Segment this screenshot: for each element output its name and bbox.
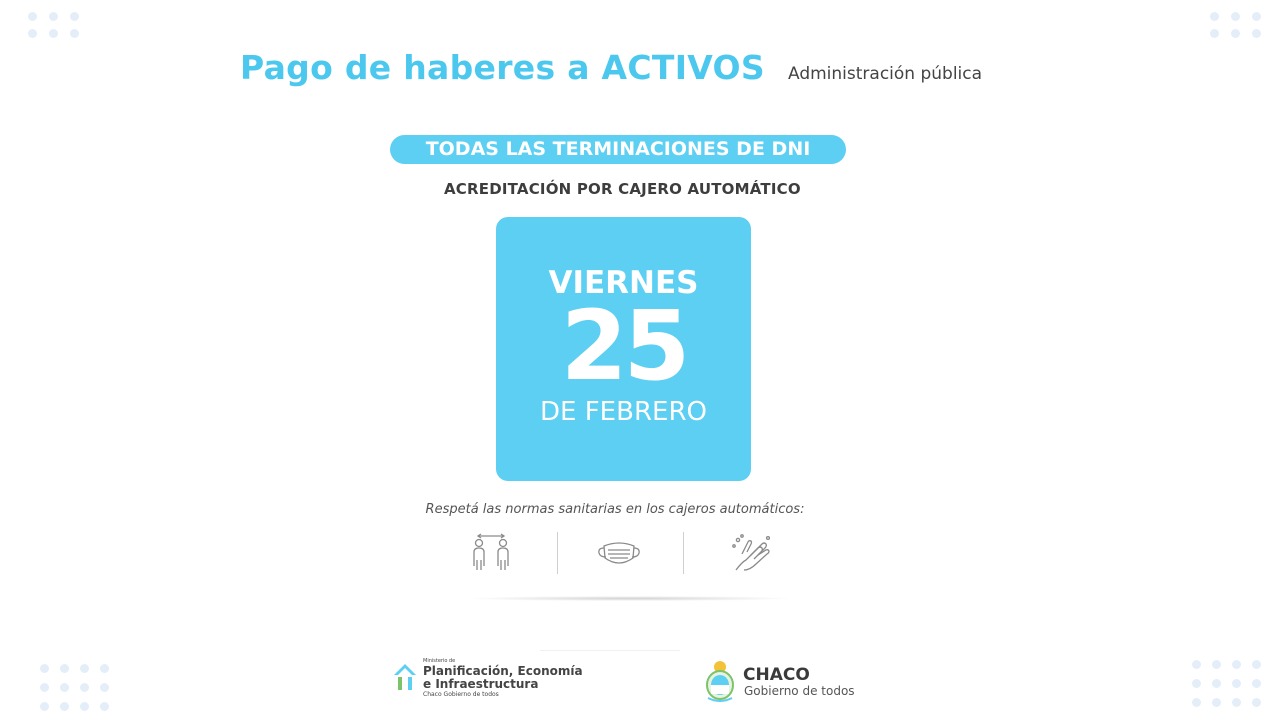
ministry-name bbox=[423, 665, 583, 691]
payment-method-label: ACREDITACIÓN POR CAJERO AUTOMÁTICO bbox=[444, 180, 801, 198]
sanitary-icons-row bbox=[450, 530, 790, 576]
page-subtitle: Administración pública bbox=[788, 64, 983, 84]
social-distance-icon bbox=[468, 530, 514, 576]
ministry-tagline: Chaco Gobierno de todos bbox=[423, 691, 499, 698]
sanitary-notice: Respetá las normas sanitarias en los cajeros automáticos: bbox=[425, 502, 805, 517]
province-tagline: Gobierno de todos bbox=[744, 684, 855, 698]
date-weekday: VIERNES bbox=[548, 265, 699, 301]
ministry-logo bbox=[392, 656, 592, 702]
footer-divider bbox=[540, 650, 680, 651]
date-day-number: 25 bbox=[560, 290, 687, 402]
decorative-dots-top-left bbox=[28, 12, 79, 38]
icon-divider bbox=[683, 532, 684, 574]
face-mask-icon bbox=[596, 530, 642, 576]
decorative-dots-top-right bbox=[1210, 12, 1261, 38]
hand-washing-icon bbox=[728, 530, 774, 576]
ministry-house-icon bbox=[392, 662, 418, 692]
ministry-prefix: Ministerio de bbox=[423, 658, 456, 664]
province-name: CHACO bbox=[743, 665, 810, 685]
ministry-name-line1: Planificación, Economía bbox=[423, 664, 583, 678]
dni-terminations-pill: TODAS LAS TERMINACIONES DE DNI bbox=[390, 135, 846, 164]
chaco-coat-of-arms-icon bbox=[702, 658, 738, 704]
ministry-name-line2: e Infraestructura bbox=[423, 677, 539, 691]
decorative-shadow bbox=[470, 596, 790, 601]
payment-date-card bbox=[496, 217, 751, 481]
page-title: Pago de haberes a ACTIVOS bbox=[240, 48, 765, 87]
decorative-dots-bottom-left bbox=[40, 664, 109, 711]
chaco-logo bbox=[702, 658, 862, 706]
icon-divider bbox=[557, 532, 558, 574]
date-month: DE FEBRERO bbox=[540, 397, 707, 427]
decorative-dots-bottom-right bbox=[1192, 660, 1261, 707]
